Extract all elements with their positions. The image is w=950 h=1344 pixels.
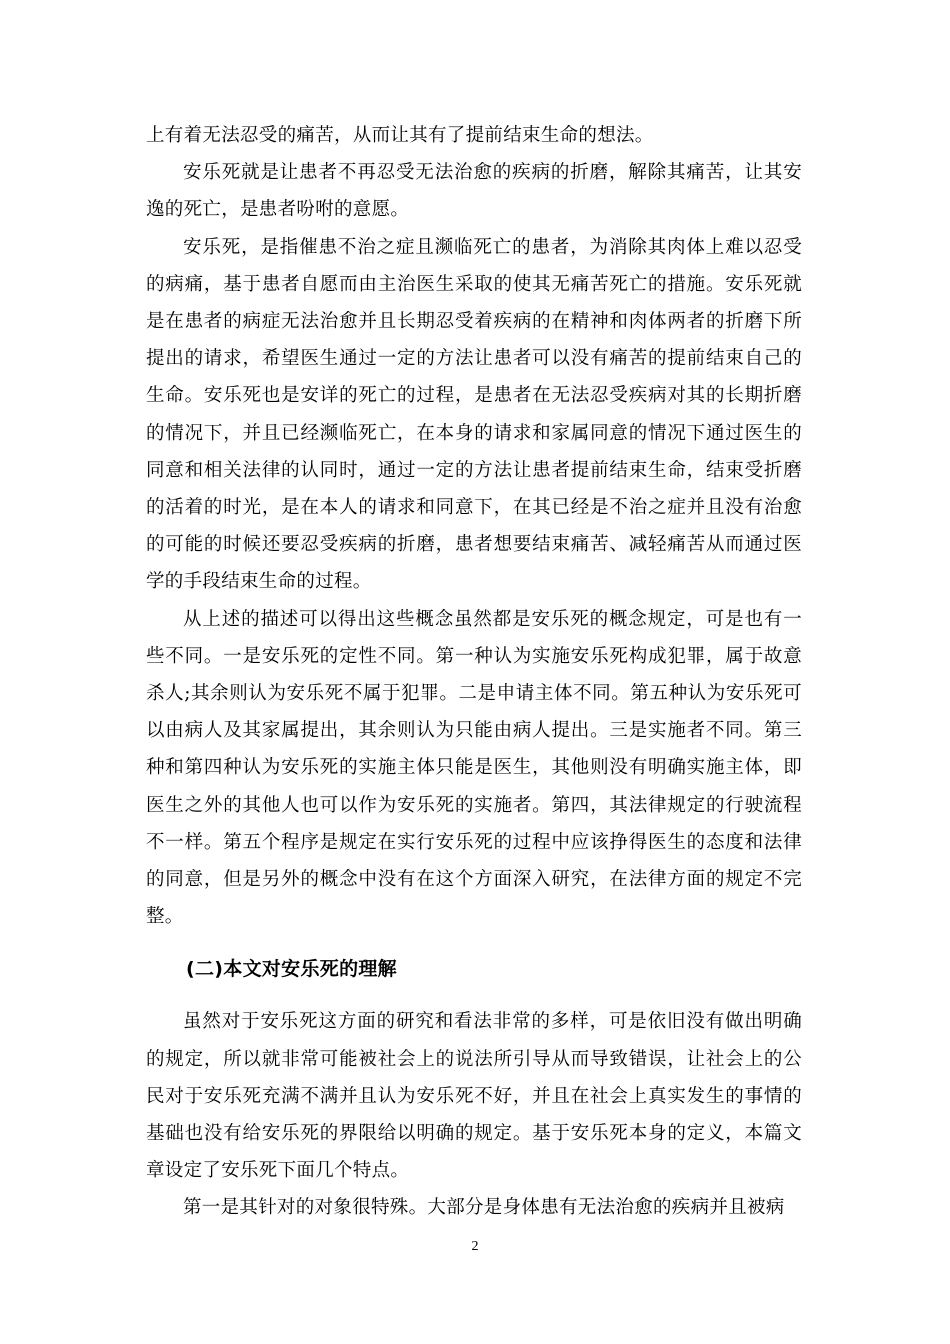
paragraph: 安乐死就是让患者不再忍受无法治愈的疾病的折磨，解除其痛苦，让其安逸的死亡，是患者吩咐的意愿。 xyxy=(146,162,802,221)
body-text xyxy=(146,117,802,1227)
paragraph: 虽然对于安乐死这方面的研究和看法非常的多样，可是依旧没有做出明确的规定，所以就非常可能被社会上的说法所引导从而导致错误，让社会上的公民对于安乐死充满不满并且认为安乐死不好，并且在社会上真实发生的事情的基础也没有给安乐死的界限给以明确的规定。基于安乐死本身的定义，本篇文章设定了安乐死下面几个特点。 xyxy=(146,1011,802,1182)
page-number: 2 xyxy=(471,1239,479,1254)
paragraph: 从上述的描述可以得出这些概念虽然都是安乐死的概念规定，可是也有一些不同。一是安乐死的定性不同。第一种认为实施安乐死构成犯罪，属于故意杀人;其余则认为安乐死不属于犯罪。二是申请主体不同。第五种认为安乐死可以由病人及其家属提出，其余则认为只能由病人提出。三是实施者不同。第三种和第四种认为安乐死的实施主体只能是医生，其他则没有明确实施主体，即医生之外的其他人也可以作为安乐死的实施者。第四，其法律规定的行驶流程不一样。第五个程序是规定在实行安乐死的过程中应该挣得医生的态度和法律的同意，但是另外的概念中没有在这个方面深入研究，在法律方面的规定不完整。 xyxy=(146,608,802,928)
paragraph: 安乐死，是指催患不治之症且濒临死亡的患者，为消除其肉体上难以忍受的病痛，基于患者自愿而由主治医生采取的使其无痛苦死亡的措施。安乐死就是在患者的病症无法治愈并且长期忍受着疾病的在精神和肉体两者的折磨下所提出的请求，希望医生通过一定的方法让患者可以没有痛苦的提前结束自己的生命。安乐死也是安详的死亡的过程，是患者在无法忍受疾病对其的长期折磨的情况下，并且已经濒临死亡，在本身的请求和家属同意的情况下通过医生的同意和相关法律的认同时，通过一定的方法让患者提前结束生命，结束受折磨的活着的时光，是在本人的请求和同意下，在其已经是不治之症并且没有治愈的可能的时候还要忍受疾病的折磨，患者想要结束痛苦、减轻痛苦从而通过医学的手段结束生命的过程。 xyxy=(146,236,802,593)
paragraph: 第一是其针对的对象很特殊。大部分是身体患有无法治愈的疾病并且被病 xyxy=(183,1197,785,1219)
paragraph-continuation: 上有着无法忍受的痛苦，从而让其有了提前结束生命的想法。 xyxy=(146,125,654,146)
section-heading: (二)本文对安乐死的理解 xyxy=(186,958,397,981)
